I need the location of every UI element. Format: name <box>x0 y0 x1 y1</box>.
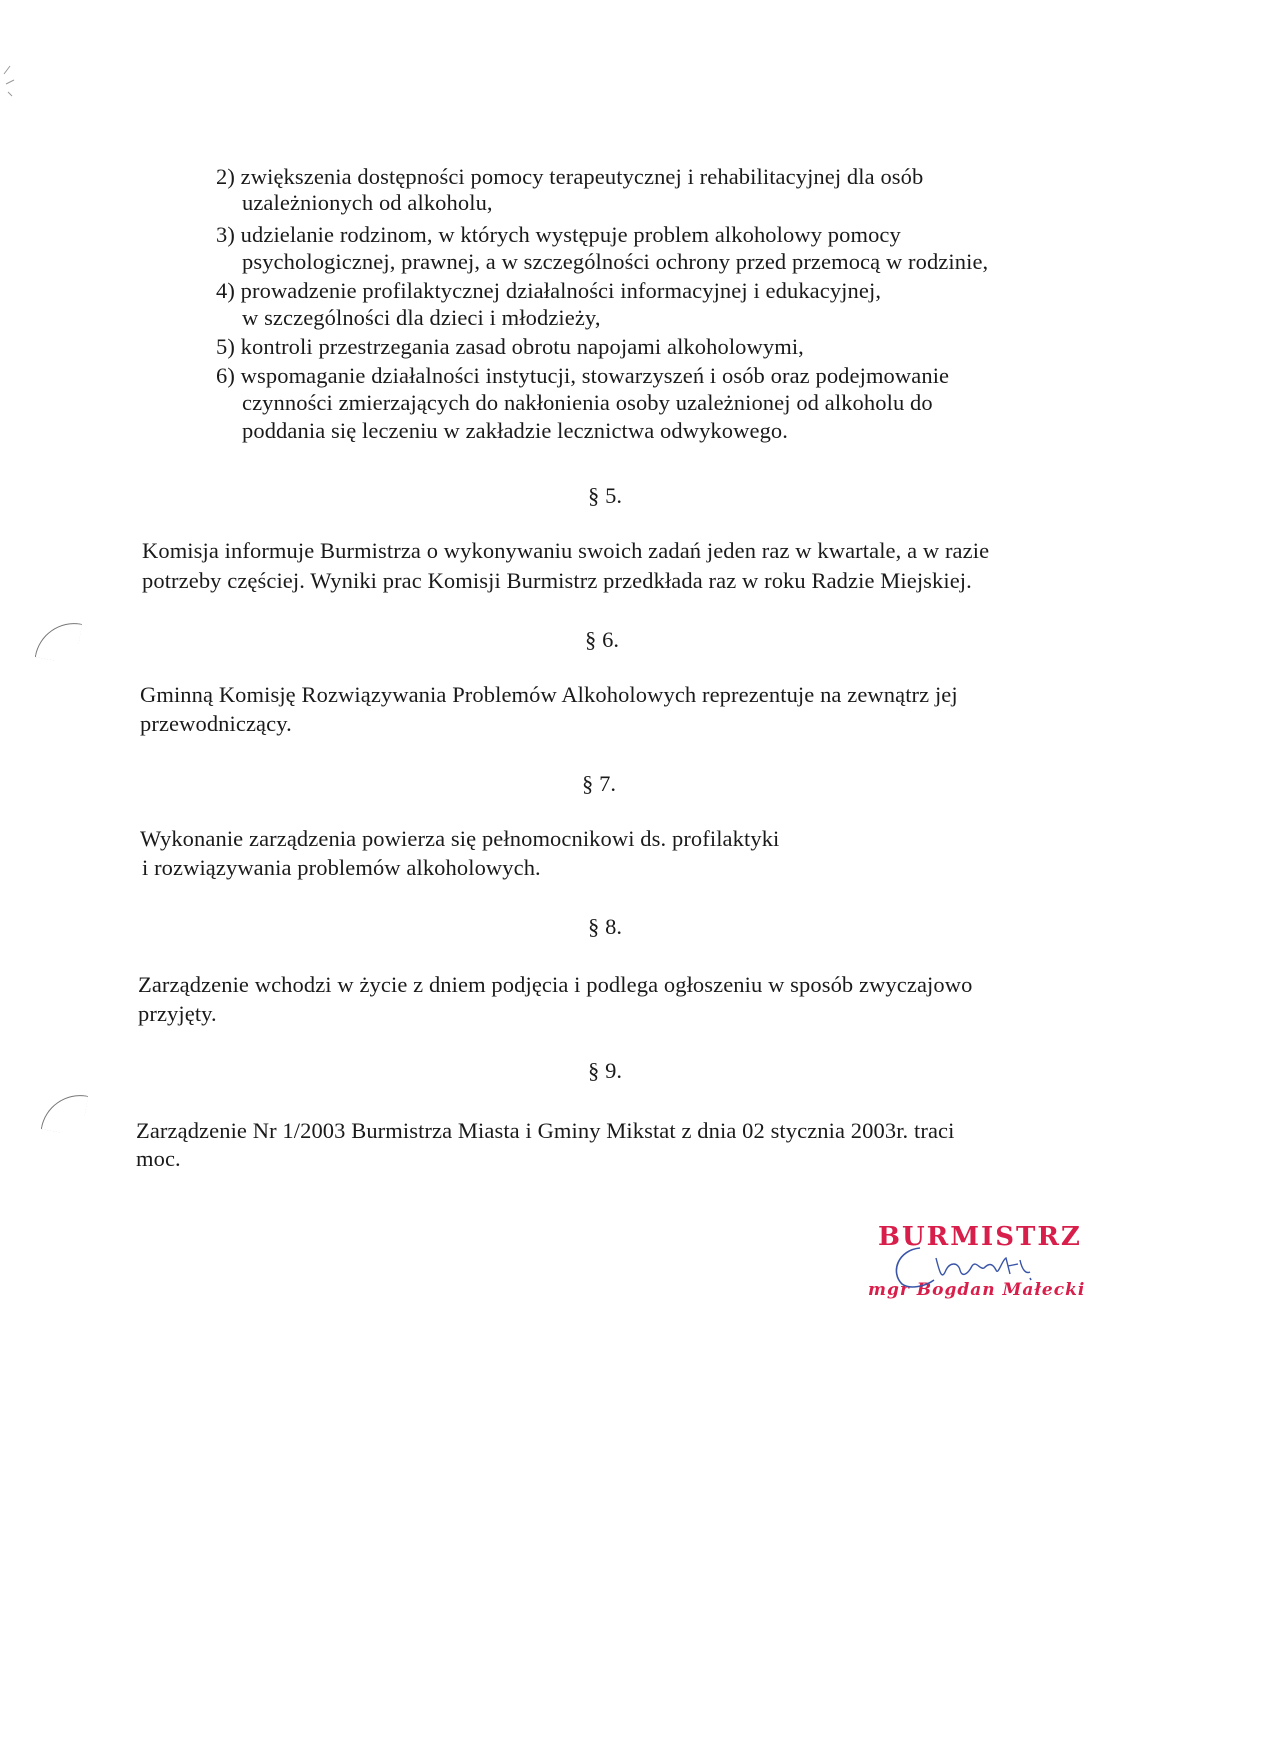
stamp-title: BURMISTRZ <box>878 1222 1082 1252</box>
list-item-6-line-2: czynności zmierzających do nakłonienia osoby uzależnionej od alkoholu do <box>242 390 933 415</box>
section-6-heading: § 6. <box>585 627 620 652</box>
list-item-4-line-1: 4) prowadzenie profilaktycznej działalności informacyjnej i edukacyjnej, <box>216 278 882 303</box>
handwritten-signature <box>880 1240 1060 1300</box>
list-item-3-line-1: 3) udzielanie rodzinom, w których występuje problem alkoholowy pomocy <box>216 222 901 247</box>
section-5-line-2: potrzeby częściej. Wyniki prac Komisji Burmistrz przedkłada raz w roku Radzie Miejskiej. <box>142 568 972 593</box>
section-6-line-1: Gminną Komisję Rozwiązywania Problemów Alkoholowych reprezentuje na zewnątrz jej <box>140 682 958 707</box>
section-9-heading: § 9. <box>588 1058 623 1083</box>
punch-hole-mark <box>41 1089 88 1136</box>
section-5-line-1: Komisja informuje Burmistrza o wykonywaniu swoich zadań jeden raz w kwartale, a w razie <box>142 538 990 563</box>
stamp-name: mgr Bogdan Małecki <box>868 1280 1086 1300</box>
list-item-5-line-1: 5) kontroli przestrzegania zasad obrotu napojami alkoholowymi, <box>216 334 804 359</box>
list-item-3-line-2: psychologicznej, prawnej, a w szczególności ochrony przed przemocą w rodzinie, <box>242 249 989 274</box>
list-item-6-line-3: poddania się leczeniu w zakładzie lecznictwa odwykowego. <box>242 418 788 443</box>
section-6-line-2: przewodniczący. <box>140 711 292 736</box>
punch-hole-mark <box>35 617 82 664</box>
scan-margin-mark <box>0 30 30 120</box>
section-8-line-1: Zarządzenie wchodzi w życie z dniem podjęcia i podlega ogłoszeniu w sposób zwyczajowo <box>138 972 973 997</box>
list-item-2-line-2: uzależnionych od alkoholu, <box>242 190 493 215</box>
section-7-line-1: Wykonanie zarządzenia powierza się pełnomocnikowi ds. profilaktyki <box>140 826 780 851</box>
list-item-4-line-2: w szczególności dla dzieci i młodzieży, <box>242 305 601 330</box>
section-7-line-2: i rozwiązywania problemów alkoholowych. <box>142 855 541 880</box>
section-8-heading: § 8. <box>588 914 623 939</box>
list-item-2-line-1: 2) zwiększenia dostępności pomocy terapeutycznej i rehabilitacyjnej dla osób <box>216 164 924 189</box>
section-5-heading: § 5. <box>588 483 623 508</box>
section-7-heading: § 7. <box>582 771 617 796</box>
list-item-6-line-1: 6) wspomaganie działalności instytucji, stowarzyszeń i osób oraz podejmowanie <box>216 363 950 388</box>
section-8-line-2: przyjęty. <box>138 1001 217 1026</box>
section-9-line-2: moc. <box>136 1146 181 1171</box>
section-9-line-1: Zarządzenie Nr 1/2003 Burmistrza Miasta i Gminy Mikstat z dnia 02 stycznia 2003r. traci <box>136 1118 955 1143</box>
